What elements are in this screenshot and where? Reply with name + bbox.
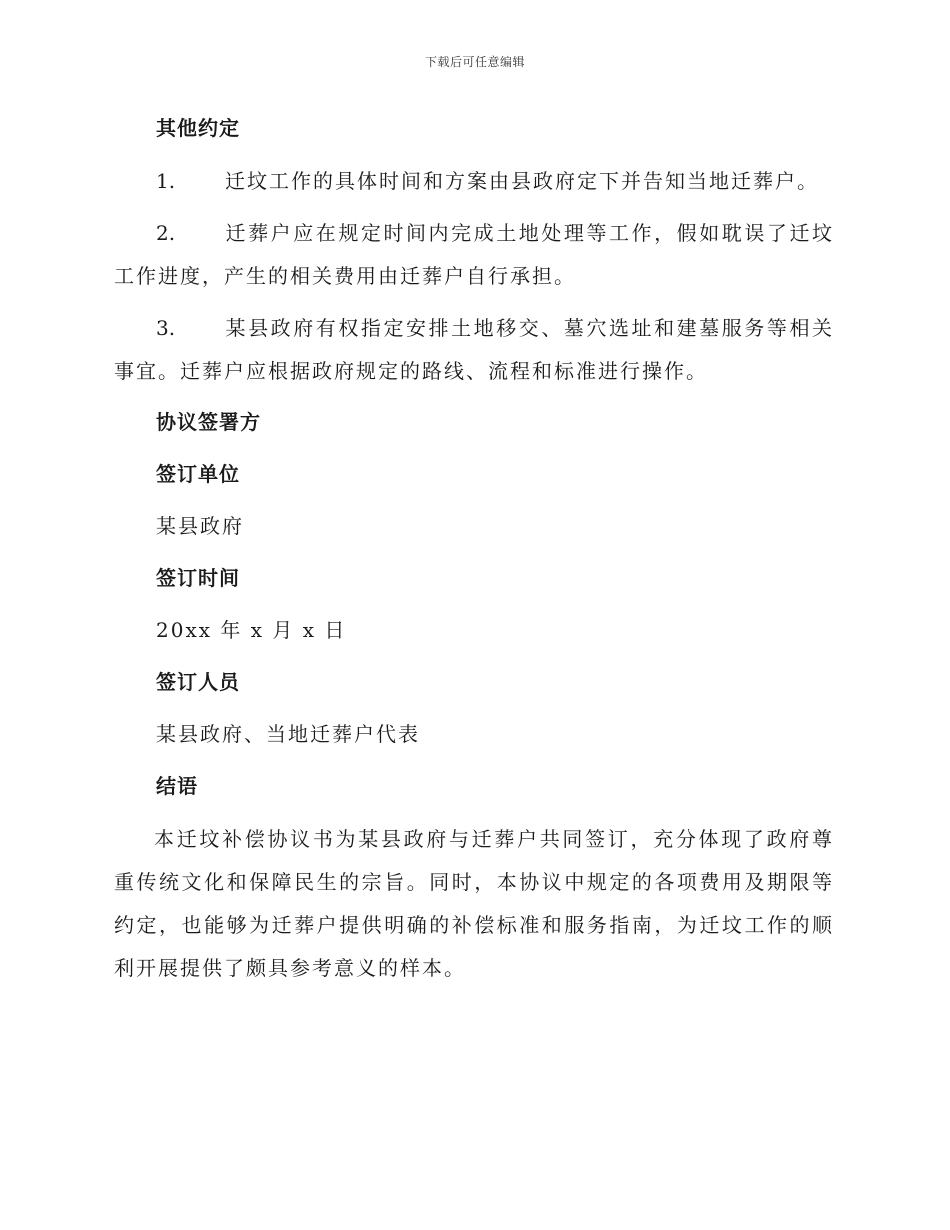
signing-people-heading: 签订人员 — [156, 670, 240, 694]
signing-unit-heading: 签订单位 — [156, 462, 240, 486]
term-item-number: 3. — [156, 316, 176, 340]
term-item-number: 1. — [156, 169, 176, 193]
term-item-text: 迁葬户应在规定时间内完成土地处理等工作，假如耽误了迁坟工作进度，产生的相关费用由迁葬户自行承担。 — [114, 221, 834, 288]
signing-people-value: 某县政府、当地迁葬户代表 — [156, 722, 420, 746]
term-item-number: 2. — [156, 221, 176, 245]
term-item-text: 迁坟工作的具体时间和方案由县政府定下并告知当地迁葬户。 — [225, 169, 819, 193]
signing-unit-value: 某县政府 — [156, 514, 244, 538]
other-terms-heading: 其他约定 — [156, 116, 240, 140]
term-item-2 — [114, 212, 834, 298]
conclusion-paragraph: 本迁坟补偿协议书为某县政府与迁葬户共同签订，充分体现了政府尊重传统文化和保障民生的宗旨。同时，本协议中规定的各项费用及期限等约定，也能够为迁葬户提供明确的补偿标准和服务指南，为迁坟工作的顺利开展提供了颇具参考意义的样本。 — [114, 827, 834, 980]
term-item-text: 某县政府有权指定安排土地移交、墓穴选址和建墓服务等相关事宜。迁葬户应根据政府规定的路线、流程和标准进行操作。 — [114, 316, 834, 383]
document-body — [114, 108, 834, 990]
term-item-1 — [114, 160, 834, 203]
signatories-heading: 协议签署方 — [156, 410, 261, 434]
page-header: 下载后可任意编辑 — [424, 55, 525, 69]
term-item-3 — [114, 307, 834, 393]
signing-time-heading: 签订时间 — [156, 566, 240, 590]
signing-time-value: 20xx 年 x 月 x 日 — [156, 618, 347, 642]
conclusion-heading: 结语 — [156, 774, 198, 798]
